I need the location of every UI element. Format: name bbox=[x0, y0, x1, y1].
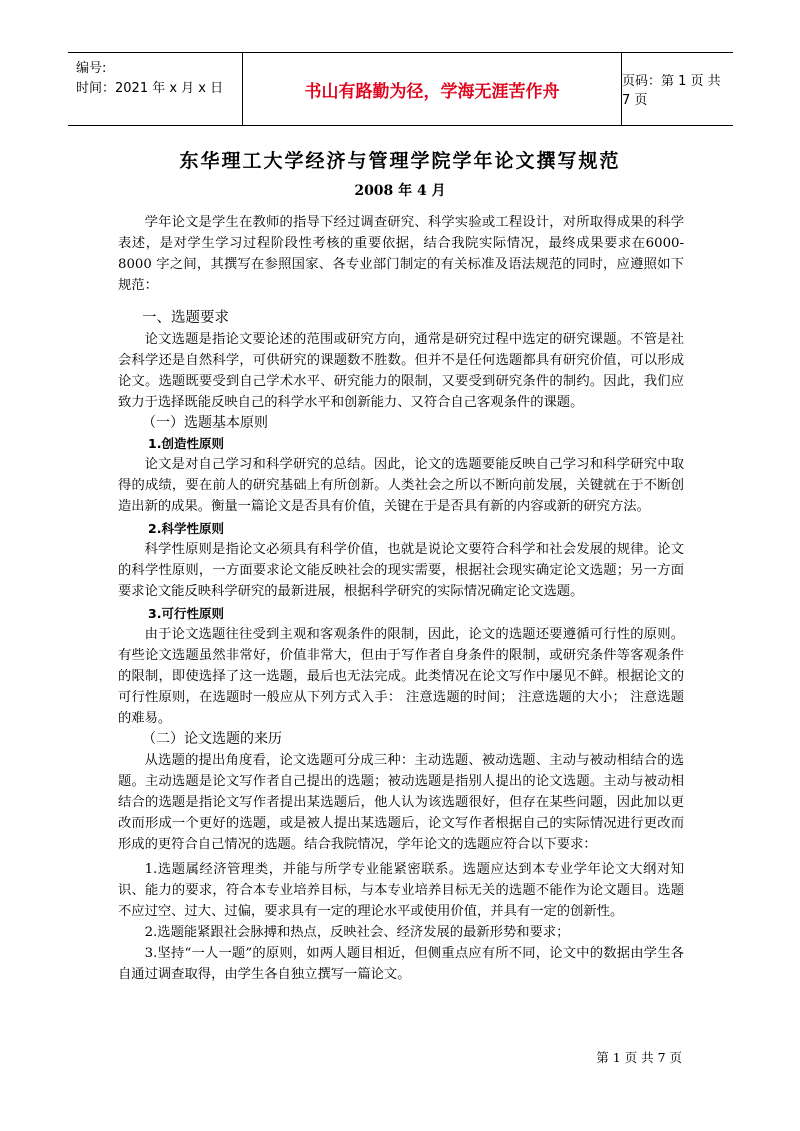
header-motto: 书山有路勤为径，学海无涯苦作舟 bbox=[304, 81, 560, 102]
paragraph-topic-definition: 论文选题是指论文要论述的范围或研究方向，通常是研究过程中选定的研究课题。不管是社会科学还是自然科学，可供研究的课题数不胜数。但并不是任何选题都具有研究价值，可以形成论文。选题既要受到自己学术水平、研究能力的限制，又要受到研究条件的制约。因此，我们应致力于选择既能反映自己的科学水平和创新能力、又符合自己客观条件的课题。 bbox=[118, 332, 684, 410]
header-time-label: 时间：2021 年 x 月 x 日 bbox=[76, 81, 224, 96]
page-footer: 第 1 页 共 7 页 bbox=[596, 1050, 682, 1065]
paragraph-feasibility: 由于论文选题往往受到主观和客观条件的限制，因此，论文的选题还要遵循可行性的原则。有些论文选题虽然非常好，价值非常大，但由于写作者自身条件的限制，或研究条件等客观条件的限制，即使选择了这一选题，最后也无法完成。此类情况在论文写作中屡见不鲜。根据论文的可行性原则，在选题时一般应从下列方式入手： 注意选题的时间； 注意选题的大小； 注意选题的难易。 bbox=[118, 627, 684, 726]
list-item: 1.选题属经济管理类，并能与所学专业能紧密联系。选题应达到本专业学年论文大纲对知识、能力的要求，符合本专业培养目标，与本专业培养目标无关的选题不能作为论文题目。选题不应过空、过大、过偏，要求具有一定的理论水平或使用价值，并具有一定的创新性。 bbox=[118, 862, 684, 919]
heading-creativity-principle: 1.创造性原则 bbox=[148, 436, 224, 451]
heading-topic-requirements: 一、选题要求 bbox=[142, 310, 229, 326]
page-header bbox=[68, 52, 733, 126]
heading-topic-origins: （二）论文选题的来历 bbox=[142, 731, 282, 747]
document-title: 东华理工大学经济与管理学院学年论文撰写规范 bbox=[179, 150, 621, 172]
list-item: 3.坚持“一人一题”的原则，如两人题目相近，但侧重点应有所不同，论文中的数据由学生各自通过调查取得，由学生各自独立撰写一篇论文。 bbox=[118, 946, 684, 982]
header-meta bbox=[76, 59, 223, 99]
heading-basic-principles: （一）选题基本原则 bbox=[142, 415, 268, 431]
heading-feasibility-principle: 3.可行性原则 bbox=[148, 606, 224, 621]
header-page-info: 页码：第 1 页 共 7 页 bbox=[622, 74, 721, 108]
paragraph-intro: 学年论文是学生在教师的指导下经过调查研究、科学实验或工程设计，对所取得成果的科学表述，是对学生学习过程阶段性考核的重要依据，结合我院实际情况，最终成果要求在6000-8000 字之间，其撰写在参照国家、各专业部门制定的有关标准及语法规范的同时，应遵照如下规范： bbox=[118, 215, 684, 293]
list-item: 2.选题能紧跟社会脉搏和热点，反映社会、经济发展的最新形势和要求； bbox=[144, 925, 570, 940]
header-code-label: 编号: bbox=[76, 61, 107, 76]
document-date: 2008 年 4 月 bbox=[354, 183, 446, 199]
paragraph-scientific: 科学性原则是指论文必须具有科学价值，也就是说论文要符合科学和社会发展的规律。论文的科学性原则，一方面要求论文能反映社会的现实需要，根据社会现实确定论文选题；另一方面要求论文能反映科学研究的最新进展，根据科学研究的实际情况确定论文选题。 bbox=[118, 542, 684, 599]
paragraph-creativity: 论文是对自己学习和科学研究的总结。因此，论文的选题要能反映自己学习和科学研究中取得的成绩，要在前人的研究基础上有所创新。人类社会之所以不断向前发展，关键就在于不断创造出新的成果。衡量一篇论文是否具有价值，关键在于是否具有新的内容或新的研究方法。 bbox=[118, 457, 684, 514]
heading-scientific-principle: 2.科学性原则 bbox=[148, 521, 224, 536]
paragraph-topic-origins: 从选题的提出角度看，论文选题可分成三种：主动选题、被动选题、主动与被动相结合的选题。主动选题是论文写作者自己提出的选题；被动选题是指别人提出的论文选题。主动与被动相结合的选题是指论文写作者提出某选题后，他人认为该选题很好，但存在某些问题，因此加以更改而形成一个更好的选题，或是被人提出某选题后，论文写作者根据自己的实际情况进行更改而形成的更符合自己情况的选题。结合我院情况，学年论文的选题应符合以下要求： bbox=[118, 753, 684, 852]
document-body bbox=[118, 212, 684, 985]
